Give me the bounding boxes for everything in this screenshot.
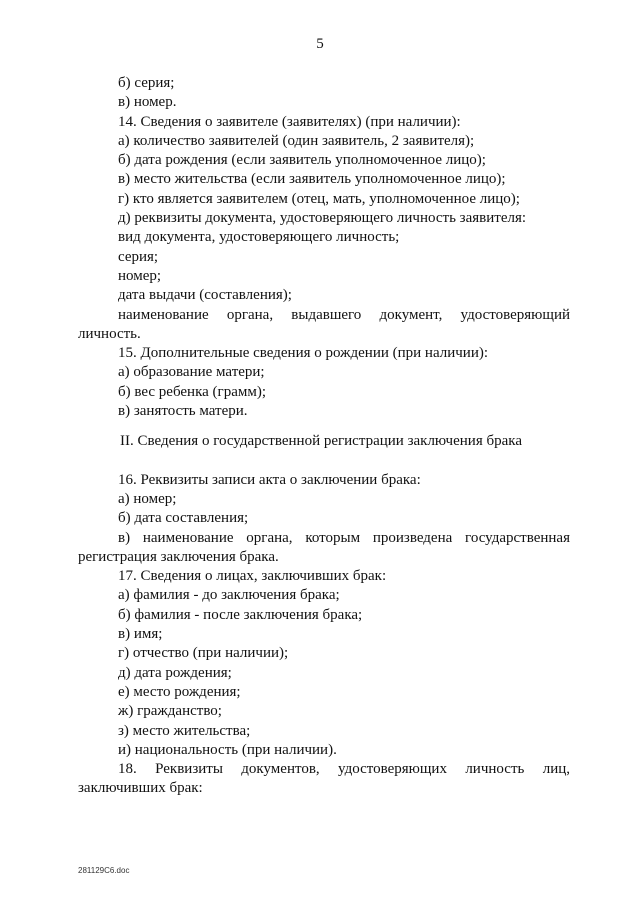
- document-line: 14. Сведения о заявителе (заявителях) (при наличии):: [118, 113, 461, 130]
- section-heading: II. Сведения о государственной регистрации заключения брака: [120, 433, 522, 450]
- document-body: [78, 74, 570, 799]
- document-line: заключивших брак:: [78, 780, 203, 797]
- document-line: номер;: [118, 267, 162, 284]
- document-line: дата выдачи (составления);: [118, 287, 292, 304]
- document-line: 17. Сведения о лицах, заключивших брак:: [118, 568, 387, 585]
- document-line: б) вес ребенка (грамм);: [118, 383, 267, 400]
- document-line: д) реквизиты документа, удостоверяющего личность заявителя:: [118, 210, 527, 227]
- document-line: з) место жительства;: [118, 722, 251, 739]
- document-line: б) фамилия - после заключения брака;: [118, 606, 363, 623]
- document-line: в) занятость матери.: [118, 403, 248, 420]
- document-line: в) место жительства (если заявитель уполномоченное лицо);: [118, 171, 506, 188]
- document-line: в) номер.: [118, 94, 177, 111]
- document-file-code: 281129C6.doc: [78, 866, 130, 875]
- document-line: а) фамилия - до заключения брака;: [118, 587, 340, 604]
- document-line: и) национальность (при наличии).: [118, 741, 337, 758]
- document-line: а) образование матери;: [118, 364, 265, 381]
- document-line: 15. Дополнительные сведения о рождении (при наличии):: [118, 345, 489, 362]
- document-line: вид документа, удостоверяющего личность;: [118, 229, 400, 246]
- document-line: ж) гражданство;: [118, 703, 222, 720]
- document-line: а) номер;: [118, 490, 177, 507]
- document-line: 16. Реквизиты записи акта о заключении брака:: [118, 471, 421, 488]
- document-line: личность.: [78, 325, 141, 342]
- document-line: б) дата рождения (если заявитель уполномоченное лицо);: [118, 152, 486, 169]
- document-line: 18. Реквизиты документов, удостоверяющих личность лиц,: [118, 761, 570, 778]
- document-line: г) отчество (при наличии);: [118, 645, 289, 662]
- document-line: серия;: [118, 248, 159, 265]
- page-number: 5: [316, 36, 324, 52]
- document-line: б) дата составления;: [118, 510, 249, 527]
- document-line: д) дата рождения;: [118, 664, 232, 681]
- document-line: а) количество заявителей (один заявитель, 2 заявителя);: [118, 132, 475, 149]
- document-line: б) серия;: [118, 75, 175, 91]
- document-line: в) имя;: [118, 626, 163, 643]
- document-line: е) место рождения;: [118, 683, 241, 700]
- document-line: регистрация заключения брака.: [78, 548, 279, 565]
- document-line: в) наименование органа, которым произведена государственная: [118, 529, 570, 546]
- document-line: г) кто является заявителем (отец, мать, уполномоченное лицо);: [118, 190, 520, 207]
- document-line: наименование органа, выдавшего документ, удостоверяющий: [118, 306, 570, 323]
